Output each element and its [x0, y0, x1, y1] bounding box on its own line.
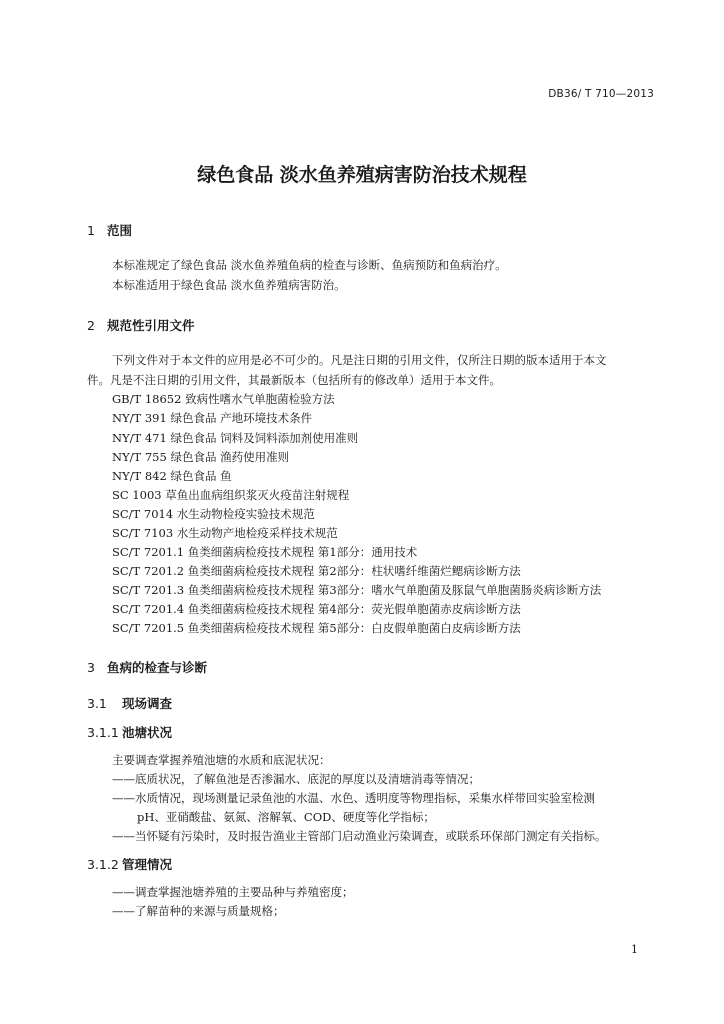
- paragraph: 本标准规定了绿色食品 淡水鱼养殖鱼病的检查与诊断、鱼病预防和鱼病治疗。: [112, 258, 507, 272]
- list-item: ——水质情况，现场测量记录鱼池的水温、水色、透明度等物理指标，采集水样带回实验室检测: [112, 791, 595, 805]
- section-title: 规范性引用文件: [107, 318, 195, 333]
- reference-item: NY/T 842 绿色食品 鱼: [112, 469, 232, 483]
- section-number: 3: [87, 660, 95, 675]
- reference-item: SC/T 7201.5 鱼类细菌病检疫技术规程 第5部分：白皮假单胞菌白皮病诊断方法: [112, 621, 521, 635]
- section-title: 池塘状况: [122, 725, 173, 740]
- list-item: ——当怀疑有污染时，及时报告渔业主管部门启动渔业污染调查，或联系环保部门测定有关指标。: [112, 829, 607, 843]
- standard-code: DB36/ T 710—2013: [548, 88, 654, 100]
- reference-item: SC/T 7103 水生动物产地检疫采样技术规范: [112, 526, 338, 540]
- section-title: 管理情况: [122, 857, 173, 872]
- section-1-heading: [87, 221, 132, 239]
- reference-item: GB/T 18652 致病性嗜水气单胞菌检验方法: [112, 392, 335, 406]
- reference-item: NY/T 471 绿色食品 饲料及饲料添加剂使用准则: [112, 431, 359, 445]
- reference-item: NY/T 391 绿色食品 产地环境技术条件: [112, 411, 313, 425]
- document-title: 绿色食品 淡水鱼养殖病害防治技术规程: [197, 164, 527, 186]
- section-title: 现场调查: [122, 696, 173, 711]
- section-title: 范围: [107, 223, 133, 238]
- reference-item: NY/T 755 绿色食品 渔药使用准则: [112, 450, 290, 464]
- section-number: 3.1.2: [87, 857, 119, 872]
- section-title: 鱼病的检查与诊断: [107, 660, 208, 675]
- section-number: 1: [87, 223, 95, 238]
- paragraph: 主要调查掌握养殖池塘的水质和底泥状况：: [112, 753, 331, 767]
- section-3-1-heading: [87, 694, 172, 712]
- paragraph-continuation: 件。凡是不注日期的引用文件，其最新版本（包括所有的修改单）适用于本文件。: [87, 373, 501, 387]
- reference-item: SC/T 7201.3 鱼类细菌病检疫技术规程 第3部分：嗜水气单胞菌及豚鼠气单胞菌肠炎病诊断方法: [112, 583, 602, 597]
- section-number: 2: [87, 318, 95, 333]
- list-item: ——底质状况，了解鱼池是否渗漏水、底泥的厚度以及清塘消毒等情况；: [112, 772, 480, 786]
- section-3-1-2-heading: [87, 855, 172, 873]
- section-number: 3.1: [87, 696, 107, 711]
- paragraph: 本标准适用于绿色食品 淡水鱼养殖病害防治。: [112, 278, 346, 292]
- list-item: ——调查掌握池塘养殖的主要品种与养殖密度；: [112, 885, 354, 899]
- page-number: 1: [631, 943, 638, 956]
- list-item-continuation: pH、亚硝酸盐、氨氮、溶解氧、COD、硬度等化学指标；: [137, 810, 435, 824]
- list-item: ——了解苗种的来源与质量规格；: [112, 904, 285, 918]
- reference-item: SC/T 7201.4 鱼类细菌病检疫技术规程 第4部分：荧光假单胞菌赤皮病诊断方法: [112, 602, 521, 616]
- paragraph: 下列文件对于本文件的应用是必不可少的。凡是注日期的引用文件，仅所注日期的版本适用于本文: [112, 353, 607, 367]
- reference-item: SC/T 7014 水生动物检疫实验技术规范: [112, 507, 315, 521]
- section-3-heading: [87, 658, 207, 676]
- section-3-1-1-heading: [87, 723, 172, 741]
- reference-item: SC/T 7201.2 鱼类细菌病检疫技术规程 第2部分：柱状嗜纤维菌烂鳃病诊断方法: [112, 564, 521, 578]
- reference-item: SC/T 7201.1 鱼类细菌病检疫技术规程 第1部分：通用技术: [112, 545, 418, 559]
- reference-item: SC 1003 草鱼出血病组织浆灭火疫苗注射规程: [112, 488, 350, 502]
- section-2-heading: [87, 316, 195, 334]
- section-number: 3.1.1: [87, 725, 119, 740]
